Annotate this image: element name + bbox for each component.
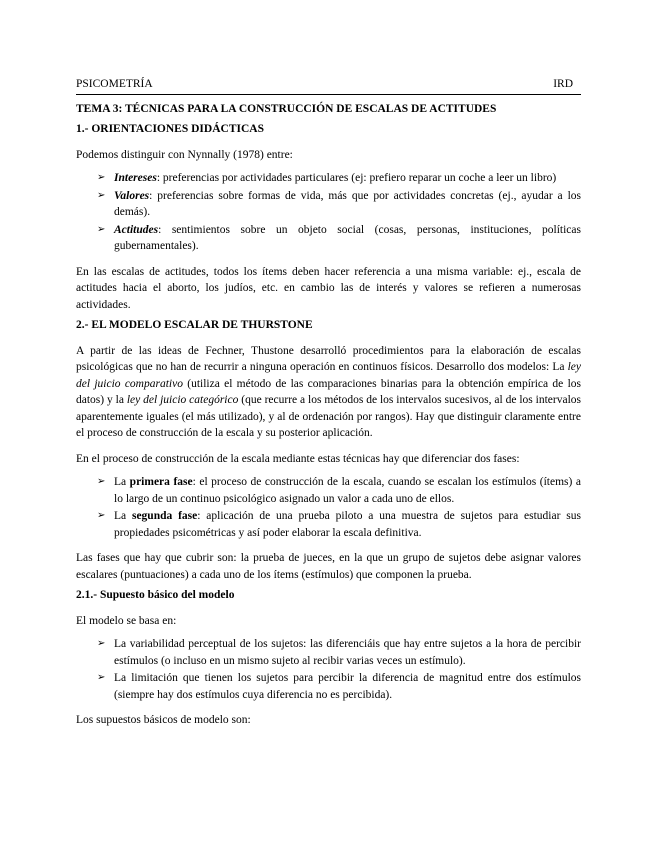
definition: : aplicación de una prueba piloto a una muestra de sujetos para estudiar sus propiedades psicométricas y así poder elaborar la escala definitiva. xyxy=(114,510,581,539)
document-page xyxy=(76,76,581,729)
term: Intereses xyxy=(114,172,157,184)
section-2-paragraph-1: A partir de las ideas de Fechner, Thustone desarrolló procedimientos para la elaboración de escalas psicológicas que no han de recurrir a ninguna operación en continuos físicos. Desarrollo dos modelos: La ley del juicio comparativo (utiliza el método de las comparaciones binarias para la obtención empírica de los datos) y la ley del juicio categórico (que recurre a los métodos de los intervalos sucesivos, al de los intervalos aparentemente iguales (el más utilizado), y al de ordenación por rangos). Hay que distinguir claramente entre el proceso de construcción de la escala y su posterior aplicación. xyxy=(76,344,581,439)
list-item: ➢ La primera fase: el proceso de construcción de la escala, cuando se escalan los estímulos (ítems) a lo largo de un continuo psicológico asignado un valor a cada uno de ellos. xyxy=(97,476,581,505)
definition: : sentimientos sobre un objeto social (cosas, personas, instituciones, políticas gubernamentales). xyxy=(114,223,581,252)
list-item xyxy=(76,188,581,221)
arrow-bullet-icon: ➢ xyxy=(97,638,106,649)
page-header xyxy=(76,76,581,95)
term: segunda fase xyxy=(131,510,198,522)
section-1-list xyxy=(76,170,581,255)
arrow-bullet-icon: ➢ xyxy=(97,189,106,201)
arrow-bullet-icon: ➢ xyxy=(97,672,106,683)
section-1-heading: 1.- ORIENTACIONES DIDÁCTICAS xyxy=(76,123,264,135)
definition: : preferencias por actividades particulares (ej: prefiero reparar un coche a leer un libro) xyxy=(156,172,557,184)
section-1-intro: Podemos distinguir con Nynnally (1978) entre: xyxy=(76,148,293,161)
section-2-1-intro: El modelo se basa en: xyxy=(76,614,177,627)
term: Actitudes xyxy=(114,223,159,236)
list-item xyxy=(76,222,581,255)
list-item: ➢ La segunda fase: aplicación de una prueba piloto a una muestra de sujetos para estudiar sus propiedades psicométricas y así poder elaborar la escala definitiva. xyxy=(97,510,581,539)
section-2-heading: 2.- EL MODELO ESCALAR DE THURSTONE xyxy=(76,319,313,331)
section-2-1-list xyxy=(76,636,581,703)
definition: : preferencias sobre formas de vida, más que por actividades concretas (ej., ayudar a los demás). xyxy=(114,189,581,218)
term: primera fase xyxy=(129,476,193,488)
definition: : el proceso de construcción de la escala, cuando se escalan los estímulos (ítems) a lo largo de un continuo psicológico asignado un valor a cada uno de ellos. xyxy=(114,476,581,505)
section-2-1-heading: 2.1.- Supuesto básico del modelo xyxy=(76,589,235,601)
document-title: TEMA 3: TÉCNICAS PARA LA CONSTRUCCIÓN DE ESCALAS DE ACTITUDES xyxy=(76,102,497,115)
section-2-1-outro: Los supuestos básicos de modelo son: xyxy=(76,714,251,726)
arrow-bullet-icon: ➢ xyxy=(97,172,106,183)
header-left: PSICOMETRÍA xyxy=(76,78,153,90)
arrow-bullet-icon: ➢ xyxy=(97,223,106,235)
arrow-bullet-icon: ➢ xyxy=(97,476,106,487)
section-1-paragraph: En las escalas de actitudes, todos los ítems deben hacer referencia a una misma variable: ej., escala de actitudes hacia el aborto, los judíos, etc. en cambio las de interés y valores se refieren a numerosas actividades. xyxy=(76,265,581,311)
list-item: ➢ La variabilidad perceptual de los sujetos: las diferenciáis que hay entre sujetos a la hora de percibir estímulos (o incluso en un mismo sujeto al recibir varias veces un estímulo). xyxy=(97,638,581,667)
section-2-list xyxy=(76,474,581,541)
list-item: ➢ La limitación que tienen los sujetos para percibir la diferencia de magnitud entre dos estímulos (siempre hay dos estímulos cuya diferencia no es percibida). xyxy=(97,672,581,701)
section-2-paragraph-3: Las fases que hay que cubrir son: la prueba de jueces, en la que un grupo de sujetos debe asignar valores escalares (puntuaciones) a cada uno de los ítems (estímulos) que componen la prueba. xyxy=(76,552,581,581)
term: Valores xyxy=(114,189,150,202)
list-item xyxy=(76,170,581,187)
header-right: IRD xyxy=(553,78,573,90)
arrow-bullet-icon: ➢ xyxy=(97,510,106,521)
section-2-paragraph-2: En el proceso de construcción de la escala mediante estas técnicas hay que diferenciar dos fases: xyxy=(76,452,520,465)
